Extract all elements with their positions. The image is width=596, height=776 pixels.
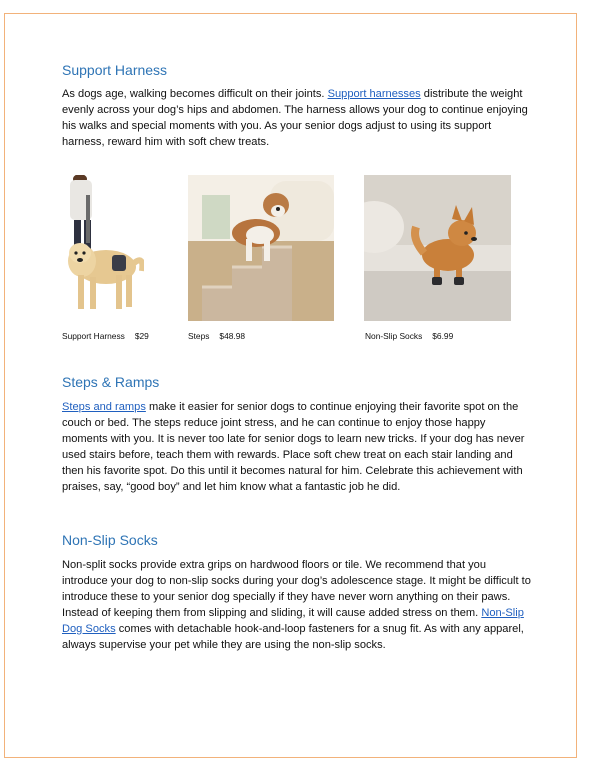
section-heading-support-harness: Support Harness: [62, 62, 168, 78]
product-name: Steps: [188, 331, 210, 341]
product-caption: [62, 331, 149, 341]
steps-photo: [188, 175, 334, 321]
support-harness-photo: [60, 175, 144, 321]
paragraph-non-slip-socks: [62, 557, 532, 653]
product-price: $48.98: [219, 331, 246, 341]
product-price: $29: [134, 331, 149, 341]
product-name: Non-Slip Socks: [365, 331, 423, 341]
section-heading-non-slip-socks: Non-Slip Socks: [62, 532, 158, 548]
paragraph-text: Non-split socks provide extra grips on hardwood floors or tile. We recommend that you introduce your dog to non-slip socks during your dog’s adolescence stage. It might be difficult to introduce these to your senior dog specially if they have never worn anything on their paws. Instead of keeping them from slipping and sliding, it will cause added stress on them.: [62, 559, 531, 619]
paragraph-text: As dogs age, walking becomes difficult on their joints.: [62, 88, 328, 100]
product-name: Support Harness: [62, 331, 125, 341]
paragraph-steps-ramps: [62, 399, 532, 495]
steps-and-ramps-link[interactable]: Steps and ramps: [62, 401, 146, 413]
paragraph-text: comes with detachable hook-and-loop fasteners for a snug fit. As with any apparel, always supervise your pet while they are using the non-slip socks.: [62, 623, 524, 651]
paragraph-support-harness: [62, 86, 532, 150]
section-heading-steps-ramps: Steps & Ramps: [62, 374, 160, 390]
product-caption: [188, 331, 245, 341]
product-caption: [365, 331, 453, 341]
non-slip-dog-socks-link[interactable]: Non-Slip Dog Socks: [62, 607, 524, 635]
product-price: $6.99: [432, 331, 454, 341]
paragraph-text: distribute the weight evenly across your dog’s hips and abdomen. The harness allows your dog to continue enjoying his walks and special moments with you. As your senior dogs adjust to using its support harness, reward him with soft chew treats.: [62, 88, 528, 148]
non-slip-socks-photo: [364, 175, 511, 321]
paragraph-text: make it easier for senior dogs to continue enjoying their favorite spot on the couch or bed. The steps reduce joint stress, and he can continue to enjoy those happy moments with you. It is never too late for senior dogs to learn new tricks. If your dog has never used stairs before, teach them with rewards. Place soft chew treat on each stair landing and then his favorite spot. Do this until it becomes natural for him. Celebrate this achievement with praises, say, “good boy” and let him know what a fantastic job he did.: [62, 401, 525, 493]
support-harnesses-link[interactable]: Support harnesses: [327, 88, 421, 100]
